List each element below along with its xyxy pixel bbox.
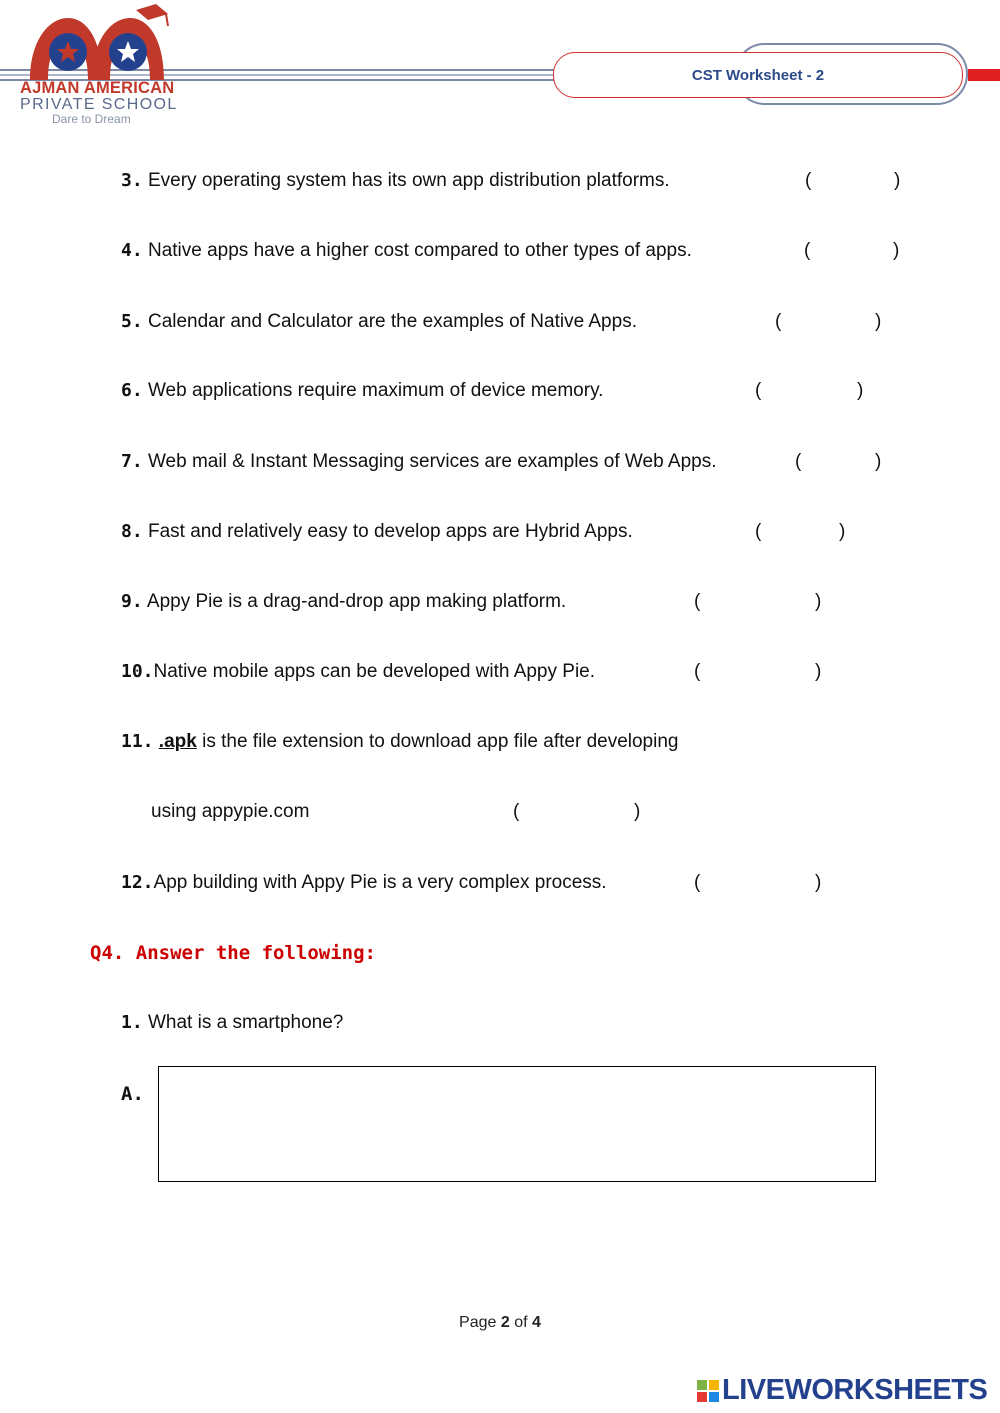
question-8 — [121, 521, 633, 543]
answer-close-paren: ) — [875, 311, 882, 332]
liveworksheets-logo-icon — [697, 1380, 719, 1402]
question-6 — [121, 380, 603, 402]
page-of: of — [514, 1314, 528, 1331]
question-text: Native mobile apps can be developed with Appy Pie. — [153, 661, 596, 682]
answer-open-paren: ( — [755, 521, 762, 542]
answer-open-paren: ( — [755, 380, 762, 401]
answer-blank-7[interactable] — [810, 449, 870, 475]
question-number: 3. — [121, 170, 143, 191]
question-number: 5. — [121, 311, 143, 332]
apk-extension: .apk — [158, 731, 197, 752]
answer-close-paren: ) — [894, 170, 901, 191]
answer-blank-3[interactable] — [820, 168, 890, 194]
answer-blank-9[interactable] — [709, 589, 809, 615]
section4-question-1 — [121, 1012, 343, 1034]
question-text: Web mail & Instant Messaging services are examples of Web Apps. — [147, 451, 717, 472]
question-number: 6. — [121, 380, 143, 401]
answer-open-paren: ( — [513, 801, 520, 822]
question-text: What is a smartphone? — [147, 1012, 344, 1033]
question-9 — [121, 591, 566, 613]
answer-open-paren: ( — [804, 240, 811, 261]
question-number: 4. — [121, 240, 143, 261]
question-11-continuation: using appypie.com — [151, 801, 310, 822]
school-motto: Dare to Dream — [52, 112, 131, 126]
question-10 — [121, 661, 595, 683]
answer-textbox[interactable] — [158, 1066, 876, 1182]
page-word: Page — [459, 1314, 497, 1331]
answer-blank-4[interactable] — [819, 238, 889, 264]
question-number: 12. — [121, 872, 154, 893]
question-number: 8. — [121, 521, 143, 542]
answer-open-paren: ( — [775, 311, 782, 332]
question-11 — [121, 731, 678, 753]
question-text: is the file extension to download app file after developing — [196, 731, 679, 752]
answer-open-paren: ( — [805, 170, 812, 191]
answer-blank-6[interactable] — [770, 378, 852, 404]
answer-blank-12[interactable] — [709, 870, 809, 896]
question-number: 1. — [121, 1012, 143, 1033]
liveworksheets-brand — [697, 1374, 987, 1407]
question-text: Appy Pie is a drag-and-drop app making platform. — [146, 591, 567, 612]
page-total: 4 — [532, 1314, 541, 1331]
answer-blank-8[interactable] — [770, 519, 834, 545]
question-text: Web applications require maximum of device memory. — [147, 380, 604, 401]
question-number: 9. — [121, 591, 143, 612]
answer-close-paren: ) — [839, 521, 846, 542]
question-text: Fast and relatively easy to develop apps are Hybrid Apps. — [147, 521, 633, 542]
answer-close-paren: ) — [875, 451, 882, 472]
question-text: Native apps have a higher cost compared to other types of apps. — [147, 240, 692, 261]
page-current: 2 — [500, 1314, 510, 1331]
answer-label: A. — [121, 1083, 144, 1105]
school-name-line1: AJMAN AMERICAN — [20, 79, 175, 97]
question-5 — [121, 311, 637, 333]
answer-open-paren: ( — [694, 661, 701, 682]
question-text: Every operating system has its own app distribution platforms. — [147, 170, 670, 191]
brand-text: LIVEWORKSHEETS — [722, 1374, 988, 1406]
question-text: App building with Appy Pie is a very complex process. — [153, 872, 607, 893]
question-number: 10. — [121, 661, 154, 682]
question-12 — [121, 872, 607, 894]
question-4 — [121, 240, 692, 262]
answer-blank-5[interactable] — [790, 309, 870, 335]
answer-open-paren: ( — [795, 451, 802, 472]
school-name-line2: PRIVATE SCHOOL — [20, 96, 178, 113]
section-heading: Q4. Answer the following: — [90, 942, 376, 964]
answer-close-paren: ) — [857, 380, 864, 401]
question-3 — [121, 170, 670, 192]
answer-blank-10[interactable] — [709, 659, 809, 685]
worksheet-title-text: CST Worksheet - 2 — [691, 66, 825, 84]
question-7 — [121, 451, 716, 473]
answer-close-paren: ) — [815, 872, 822, 893]
answer-close-paren: ) — [815, 661, 822, 682]
answer-open-paren: ( — [694, 872, 701, 893]
page-footer — [0, 1314, 1000, 1332]
answer-blank-11[interactable] — [528, 799, 628, 825]
worksheet-title — [553, 52, 963, 98]
answer-close-paren: ) — [815, 591, 822, 612]
question-number: 7. — [121, 451, 143, 472]
question-number: 11. — [121, 731, 154, 752]
question-text: Calendar and Calculator are the examples of Native Apps. — [147, 311, 637, 332]
answer-close-paren: ) — [893, 240, 900, 261]
answer-close-paren: ) — [634, 801, 641, 822]
answer-open-paren: ( — [694, 591, 701, 612]
